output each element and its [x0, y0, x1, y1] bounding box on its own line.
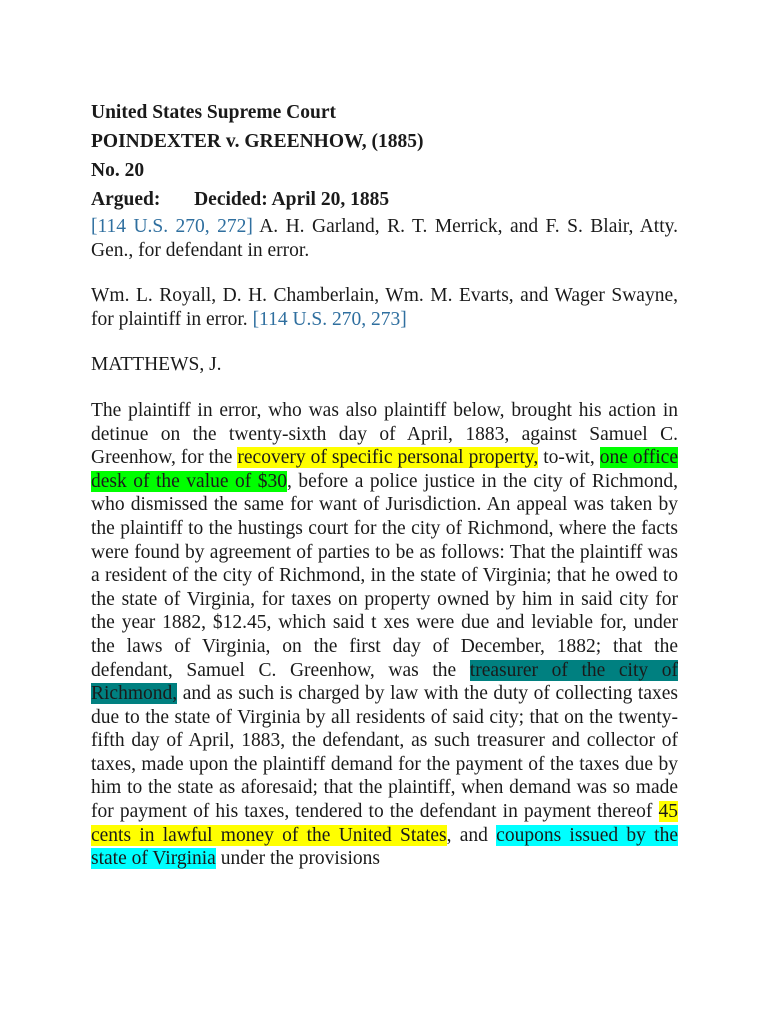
- counsel-defendant-paragraph: [91, 215, 678, 262]
- argued-label: Argued:: [91, 189, 161, 210]
- opinion-text: , and: [446, 824, 497, 846]
- citation-link[interactable]: [114 U.S. 270, 272]: [91, 216, 253, 237]
- case-number: No. 20: [91, 160, 145, 181]
- citation-link[interactable]: [114 U.S. 270, 273]: [252, 308, 407, 330]
- counsel-defendant-text: A. H. Garland, R. T. Merrick, and F. S. Blair, Atty. Gen., for defendant in error.: [91, 216, 678, 261]
- highlight-yellow: recovery of specific personal property,: [237, 447, 539, 469]
- highlight-green: one office desk of the value of $30: [91, 447, 678, 492]
- justice-name: MATTHEWS, J.: [91, 354, 222, 376]
- case-title: POINDEXTER v. GREENHOW, (1885): [91, 131, 424, 152]
- opinion-text: The plaintiff in error, who was also plaintiff below, brought his action in detinue on the twenty-sixth day of April, 1883, against Samuel C. Greenhow, for the: [91, 399, 678, 469]
- highlight-yellow: 45 cents in lawful money of the United States: [91, 801, 678, 846]
- highlight-teal: treasurer of the city of Richmond,: [91, 659, 678, 705]
- court-name: United States Supreme Court: [91, 102, 337, 123]
- opinion-paragraph: [91, 399, 678, 871]
- opinion-text: under the provisions: [215, 848, 380, 870]
- counsel-plaintiff-paragraph: [91, 284, 678, 331]
- opinion-text: , before a police justice in the city of Richmond, who dismissed the same for want of Jurisdiction. An appeal was taken by the plaintiff to the hustings court for the city of Richmond, where the facts were found by agreement of parties to be as follows: That the plaintiff was a resident of the city of Richmond, in the state of Virginia; that he owed to the state of Virginia, for taxes on property owned by him in said city for the year 1882, $12.45, which said t xes were due and leviable for, under the laws of Virginia, on the first day of December, 1882; that the defendant, Samuel C. Greenhow, was the: [91, 470, 678, 681]
- opinion-text: and as such is charged by law with the duty of collecting taxes due to the state of Virginia by all residents of said city; that on the twenty-fifth day of April, 1883, the defendant, as such treasurer and collector of taxes, made upon the plaintiff demand for the payment of the taxes due by him to the state as aforesaid; that the plaintiff, when demand was so made for payment of his taxes, tendered to the defendant in payment thereof: [91, 683, 678, 823]
- counsel-plaintiff-text: Wm. L. Royall, D. H. Chamberlain, Wm. M. Evarts, and Wager Swayne, for plaintiff in error.: [91, 285, 678, 330]
- argued-decided-line: [91, 185, 678, 214]
- opinion-text: to-wit,: [538, 447, 600, 469]
- decided-date: Decided: April 20, 1885: [194, 189, 390, 210]
- highlight-cyan: coupons issued by the state of Virginia: [91, 824, 678, 870]
